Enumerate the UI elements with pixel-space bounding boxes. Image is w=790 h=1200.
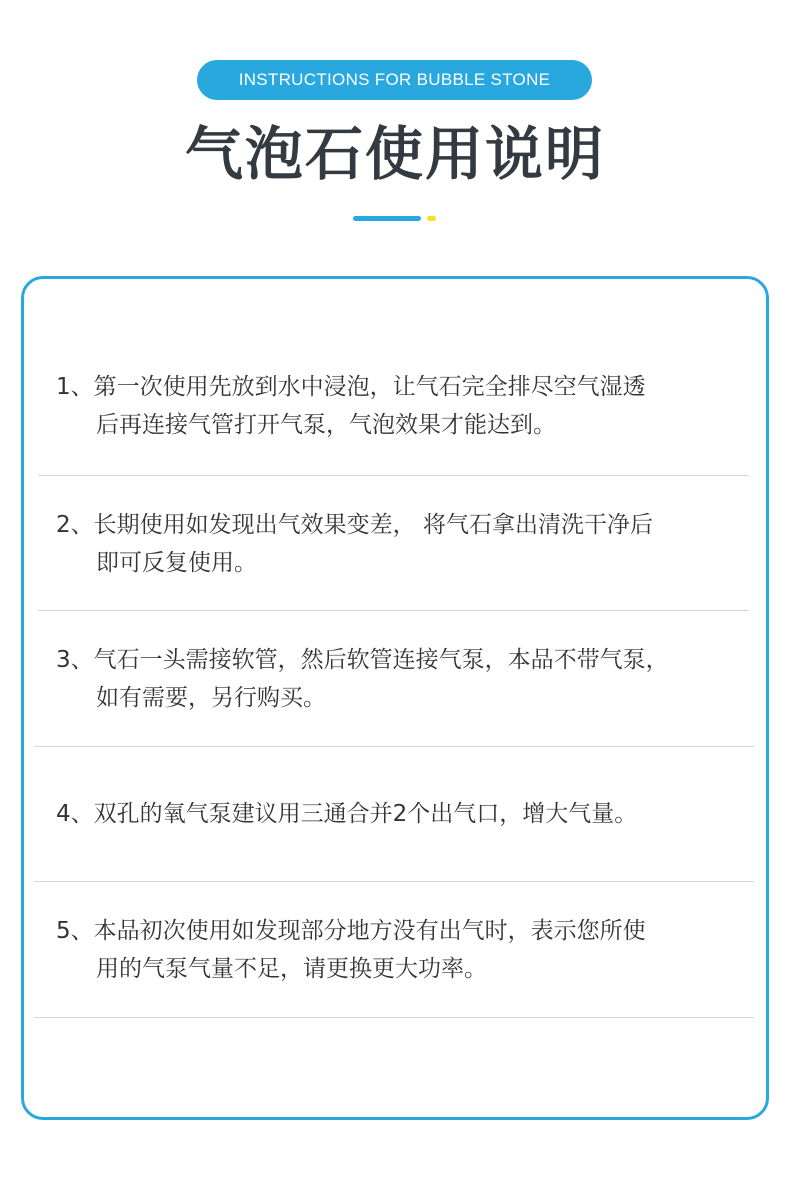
instruction-item-5	[56, 912, 746, 988]
instruction-1-line-2: 后再连接气管打开气泵，气泡效果才能达到。	[96, 412, 556, 438]
divider-3	[34, 746, 754, 747]
instruction-item-4	[56, 795, 746, 833]
divider-2	[38, 610, 749, 611]
instruction-3-line-1: 3、气石一头需接软管，然后软管连接气泵，本品不带气泵，	[56, 647, 669, 673]
subtitle-text: INSTRUCTIONS FOR BUBBLE STONE	[238, 70, 551, 89]
instruction-2-line-2: 即可反复使用。	[96, 550, 257, 576]
divider-4	[34, 881, 754, 882]
instruction-item-1	[56, 368, 746, 444]
page-title: 气泡石使用说明	[184, 120, 605, 188]
title-underline-accent	[353, 216, 421, 221]
instruction-item-3	[56, 641, 746, 717]
divider-5	[34, 1017, 754, 1018]
instruction-3-line-2: 如有需要，另行购买。	[96, 685, 326, 711]
instruction-item-2	[56, 506, 746, 582]
instruction-1-line-1: 1、第一次使用先放到水中浸泡，让气石完全排尽空气湿透	[56, 374, 646, 400]
divider-1	[38, 475, 749, 476]
subtitle-badge	[197, 60, 592, 100]
title-underline-dot	[427, 216, 436, 221]
instruction-4-line-1: 4、双孔的氧气泵建议用三通合并2个出气口，增大气量。	[56, 801, 638, 827]
instruction-2-line-1: 2、长期使用如发现出气效果变差， 将气石拿出清洗干净后	[56, 512, 653, 538]
instruction-5-line-1: 5、本品初次使用如发现部分地方没有出气时，表示您所使	[56, 918, 646, 944]
instruction-5-line-2: 用的气泵气量不足，请更换更大功率。	[96, 956, 487, 982]
